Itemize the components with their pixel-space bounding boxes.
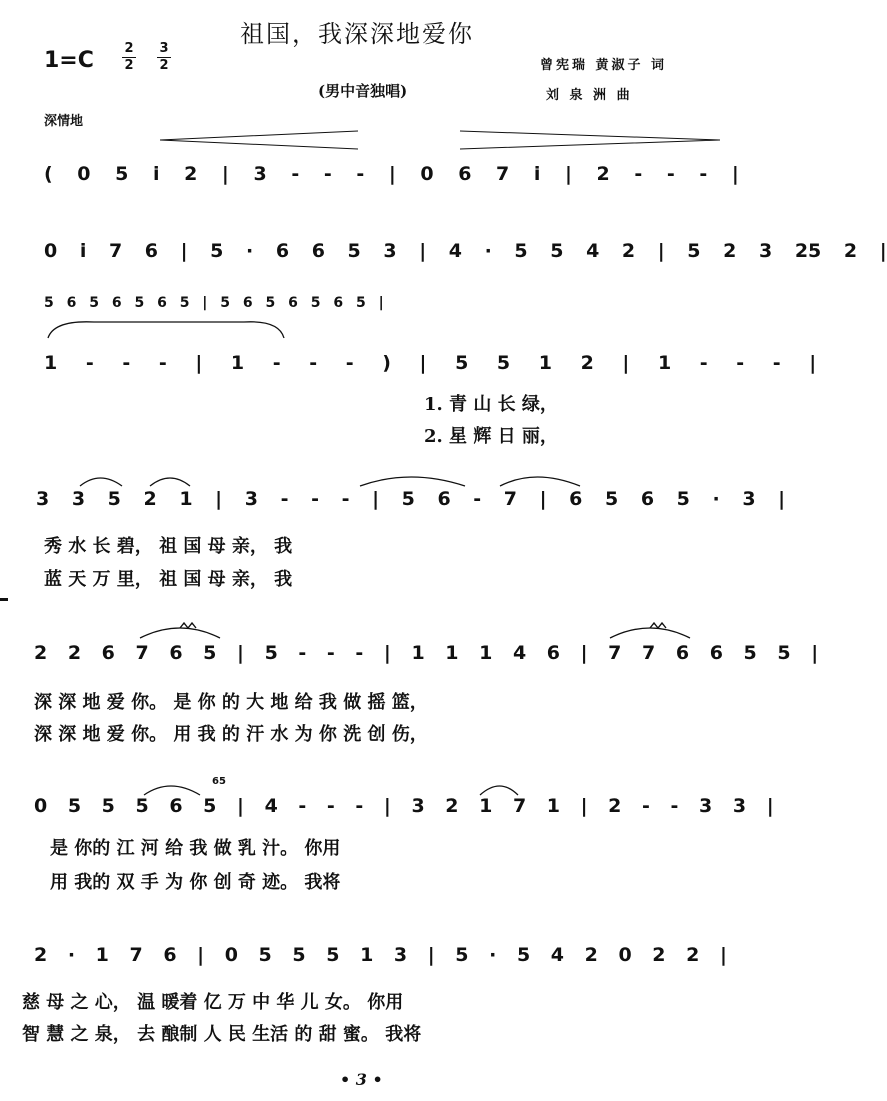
lyric-row-4-verse-2: 蓝 天 万 里， 祖 国 母 亲， 我 bbox=[44, 569, 293, 590]
lyric-row-5-verse-1: 深 深 地 爱 你。 是 你 的 大 地 给 我 做 摇 篮， bbox=[34, 692, 428, 713]
lyric-row-7-verse-2: 智 慧 之 泉， 去 酿制 人 民 生活 的 甜 蜜。 我将 bbox=[22, 1024, 422, 1045]
tempo-marking: 深情地 bbox=[44, 114, 84, 129]
meter-top: 2 bbox=[124, 41, 134, 56]
subtitle: (男中音独唱) bbox=[318, 82, 408, 100]
staff-row-3: 1 - - - | 1 - - - ) | 5 5 1 2 | 1 - - - | bbox=[44, 352, 817, 374]
key-signature: 1=C bbox=[44, 48, 94, 73]
composer-credit: 刘 泉 洲 曲 bbox=[546, 88, 633, 103]
margin-mark bbox=[0, 598, 8, 601]
lyric-row-6-verse-2: 用 我的 双 手 为 你 创 奇 迹。 我将 bbox=[50, 872, 341, 893]
time-signature-2-2 bbox=[122, 42, 136, 73]
staff-row-6: 0 5 5 5 6 5 | 4 - - - | 3 2 1 7 1 | 2 - - 3 3 | bbox=[34, 795, 774, 817]
slurs-row-5 bbox=[140, 618, 700, 642]
staff-row-3-upper-voice: 5 6 5 6 5 6 5 | 5 6 5 6 5 6 5 | bbox=[44, 295, 384, 311]
lyric-row-3-verse-2: 2. 星 辉 日 丽， bbox=[424, 426, 558, 447]
page-number: • 3 • bbox=[340, 1070, 383, 1089]
staff-row-4: 3 3 5 2 1 | 3 - - - | 5 6 - 7 | 6 5 6 5 · 3 | bbox=[36, 488, 786, 510]
slurs-row-4 bbox=[60, 468, 700, 490]
song-title: 祖国，我深深地爱你 bbox=[240, 20, 474, 48]
staff-row-1: ( 0 5 i 2 | 3 - - - | 0 6 7 i | 2 - - - | bbox=[44, 163, 739, 185]
lyric-row-5-verse-2: 深 深 地 爱 你。 用 我 的 汗 水 为 你 洗 创 伤， bbox=[34, 724, 428, 745]
meter-top: 3 bbox=[159, 41, 169, 56]
meter-bottom: 2 bbox=[159, 58, 169, 73]
dynamics-hairpins bbox=[40, 128, 710, 152]
staff-row-2: 0 i 7 6 | 5 · 6 6 5 3 | 4 · 5 5 4 2 | 5 2 3 25 2 | bbox=[44, 240, 887, 262]
lyric-row-7-verse-1: 慈 母 之 心， 温 暖着 亿 万 中 华 儿 女。 你用 bbox=[22, 992, 404, 1013]
grace-notes: 65 bbox=[212, 776, 226, 787]
lyric-row-6-verse-1: 是 你的 江 河 给 我 做 乳 汁。 你用 bbox=[50, 838, 341, 859]
time-signature-3-2 bbox=[157, 42, 171, 73]
meter-bottom: 2 bbox=[124, 58, 134, 73]
lyricist-credit: 曾宪瑞 黄淑子 词 bbox=[540, 58, 668, 73]
lyric-row-4-verse-1: 秀 水 长 碧， 祖 国 母 亲， 我 bbox=[44, 536, 293, 557]
staff-row-5: 2 2 6 7 6 5 | 5 - - - | 1 1 1 4 6 | 7 7 6 6 5 5 | bbox=[34, 642, 819, 664]
staff-row-7: 2 · 1 7 6 | 0 5 5 5 1 3 | 5 · 5 4 2 0 2 2 | bbox=[34, 944, 727, 966]
voice-brace bbox=[44, 312, 294, 342]
lyric-row-3-verse-1: 1. 青 山 长 绿， bbox=[424, 394, 558, 415]
